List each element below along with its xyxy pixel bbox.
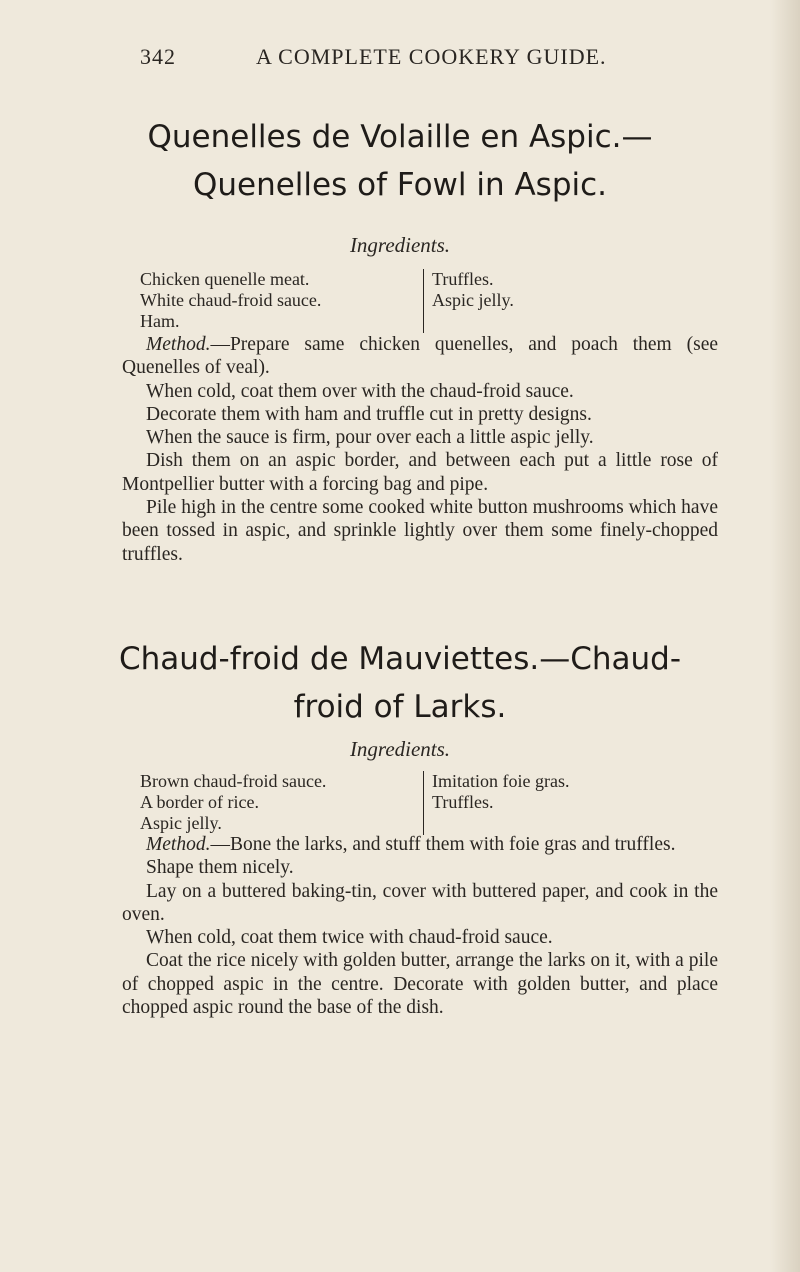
ingredient-item: Aspic jelly.: [140, 813, 222, 833]
recipe2-ingredients-right: [432, 771, 569, 813]
ingredient-item: Ham.: [140, 311, 180, 331]
method-label: Method.: [146, 834, 211, 855]
recipe1-title-line2: Quenelles of Fowl in Aspic.: [192, 167, 608, 203]
ingredient-item: White chaud-froid sauce.: [140, 290, 322, 310]
method-label: Method.: [146, 334, 211, 355]
method-paragraph: When cold, coat them over with the chaud-froid sauce.: [146, 380, 574, 402]
method-paragraph: Shape them nicely.: [146, 857, 294, 879]
recipe1-title-line1: Quenelles de Volaille en Aspic.—: [147, 119, 653, 155]
recipe2-ingredients-left: [140, 771, 326, 834]
method-paragraph: Dish them on an aspic border, and between each put a little rose of Montpellier butter with a forcing bag and pipe.: [122, 450, 718, 495]
method-paragraph: When the sauce is firm, pour over each a little aspic jelly.: [146, 427, 594, 449]
recipe1-ingredients-right: [432, 269, 514, 311]
recipe1-title: [100, 113, 700, 209]
recipe1-method: [122, 333, 718, 566]
ingredients-divider: [423, 269, 424, 333]
page-edge-shadow: [770, 0, 800, 1272]
recipe2-title-line1: Chaud-froid de Mauviettes.—Chaud-: [118, 641, 682, 677]
recipe2-method: [122, 833, 718, 1019]
method-paragraph: Pile high in the centre some cooked white button mushrooms which have been tossed in aspic, and sprinkle lightly over them some finely-chopped truffles.: [122, 497, 718, 565]
ingredient-item: Aspic jelly.: [432, 290, 514, 310]
ingredient-item: A border of rice.: [140, 792, 259, 812]
method-paragraph: When cold, coat them twice with chaud-froid sauce.: [146, 927, 553, 949]
method-paragraph: Coat the rice nicely with golden butter, arrange the larks on it, with a pile of chopped aspic in the centre. Decorate with golden butter, and place chopped aspic round the base of the dish.: [122, 950, 718, 1019]
recipe1-ingredients-heading: Ingredients.: [349, 233, 451, 257]
ingredient-item: Imitation foie gras.: [432, 771, 570, 791]
recipe2-ingredients-heading: Ingredients.: [349, 737, 451, 761]
recipe1-ingredients-left: [140, 269, 321, 332]
recipe2-title: [100, 635, 700, 731]
method-paragraph: Method.—Bone the larks, and stuff them with foie gras and truffles.: [146, 834, 676, 855]
ingredient-item: Brown chaud-froid sauce.: [140, 771, 327, 791]
ingredient-item: Truffles.: [432, 792, 494, 812]
method-paragraph: Method.—Prepare same chicken quenelles, and poach them (see Quenelles of veal).: [122, 334, 718, 379]
page-number: 342: [140, 44, 176, 69]
ingredients-divider: [423, 771, 424, 835]
method-paragraph: Decorate them with ham and truffle cut in pretty designs.: [146, 403, 592, 425]
ingredient-item: Chicken quenelle meat.: [140, 269, 310, 289]
method-paragraph: Lay on a buttered baking-tin, cover with buttered paper, and cook in the oven.: [122, 880, 718, 925]
running-title: A COMPLETE COOKERY GUIDE.: [256, 44, 607, 69]
ingredient-item: Truffles.: [432, 269, 494, 289]
recipe2-title-line2: froid of Larks.: [293, 689, 507, 725]
